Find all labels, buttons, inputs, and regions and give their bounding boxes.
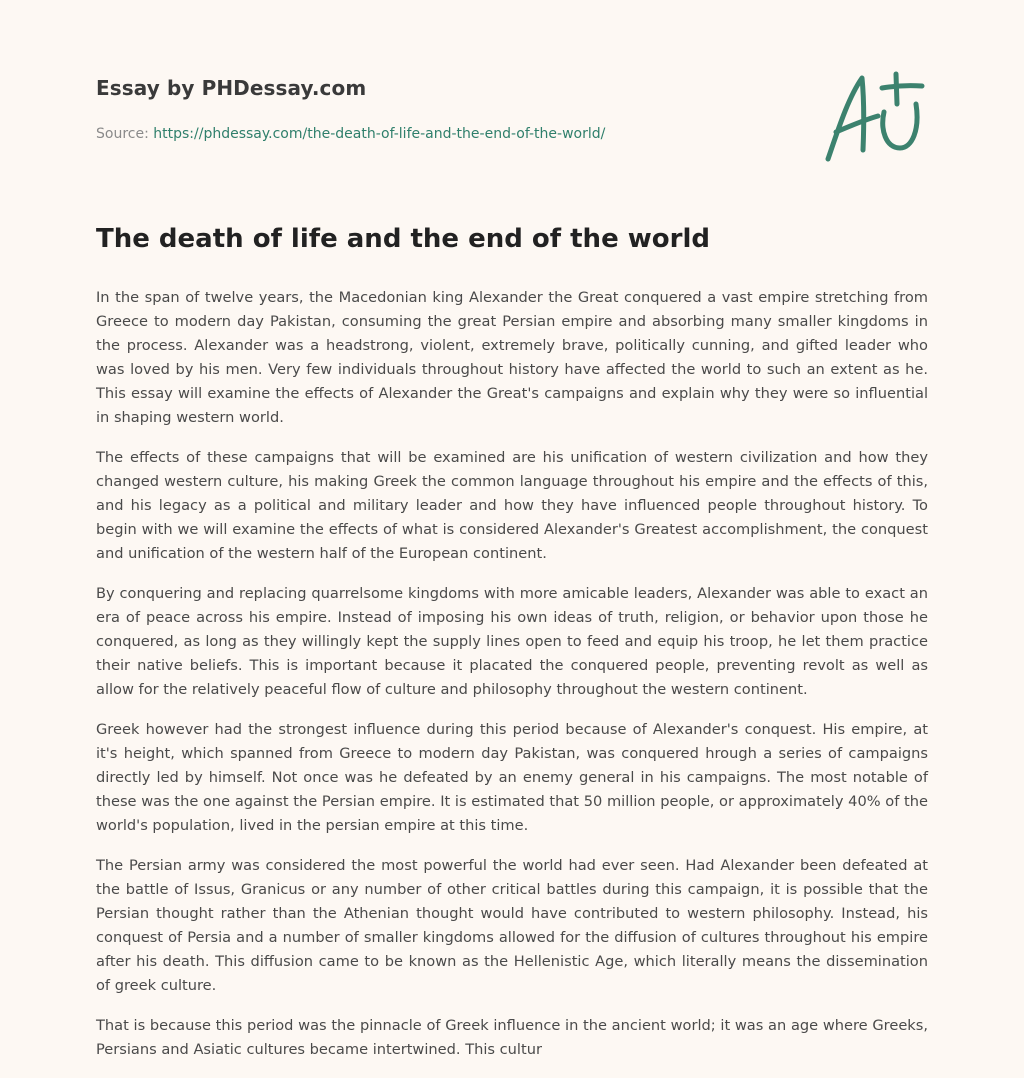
essay-paragraph: In the span of twelve years, the Macedonian king Alexander the Great conquered a vast empire stretching from Greece to modern day Pakistan, consuming the great Persian empire and absorbing many smaller kingdoms in the process. Alexander was a headstrong, violent, extremely brave, politically cunning, and gifted leader who was loved by his men. Very few individuals throughout history have affected the world to such an extent as he. This essay will examine the effects of Alexander the Great's campaigns and explain why they were so influential in shaping western world.	[96, 289, 928, 426]
source-line	[96, 126, 605, 142]
a-plus-logo-icon	[820, 68, 932, 166]
essay-paragraph: Greek however had the strongest influence during this period because of Alexander's conquest. His empire, at it's height, which spanned from Greece to modern day Pakistan, was conquered hrough a series of campaigns directly led by himself. Not once was he defeated by an enemy general in his campaigns. The most notable of these was the one against the Persian empire. It is estimated that 50 million people, or approximately 40% of the world's population, lived in the persian empire at this time.	[96, 721, 928, 834]
essay-title: The death of life and the end of the world	[96, 224, 710, 254]
essay-paragraph: That is because this period was the pinnacle of Greek influence in the ancient world; it was an age where Greeks, Persians and Asiatic cultures became intertwined. This cultur	[96, 1017, 928, 1058]
source-link[interactable]: https://phdessay.com/the-death-of-life-and-the-end-of-the-world/	[153, 126, 606, 142]
essay-body	[96, 286, 928, 1078]
essay-paragraph: The effects of these campaigns that will be examined are his unification of western civilization and how they changed western culture, his making Greek the common language throughout his empire and the effects of this, and his legacy as a political and military leader and how they have influenced people throughout history. To begin with we will examine the effects of what is considered Alexander's Greatest accomplishment, the conquest and unification of the western half of the European continent.	[96, 449, 928, 562]
site-brand: Essay by PHDessay.com	[96, 76, 367, 100]
essay-paragraph: By conquering and replacing quarrelsome kingdoms with more amicable leaders, Alexander was able to exact an era of peace across his empire. Instead of imposing his own ideas of truth, religion, or behavior upon those he conquered, as long as they willingly kept the supply lines open to feed and equip his troop, he let them practice their native beliefs. This is important because it placated the conquered people, preventing revolt as well as allow for the relatively peaceful flow of culture and philosophy throughout the western continent.	[96, 585, 928, 698]
essay-header	[96, 76, 928, 142]
source-label: Source:	[96, 126, 149, 142]
essay-paragraph: The Persian army was considered the most powerful the world had ever seen. Had Alexander been defeated at the battle of Issus, Granicus or any number of other critical battles during this campaign, it is possible that the Persian thought rather than the Athenian thought would have contributed to western philosophy. Instead, his conquest of Persia and a number of smaller kingdoms allowed for the diffusion of cultures throughout his empire after his death. This diffusion came to be known as the Hellenistic Age, which literally means the dissemination of greek culture.	[96, 857, 928, 994]
